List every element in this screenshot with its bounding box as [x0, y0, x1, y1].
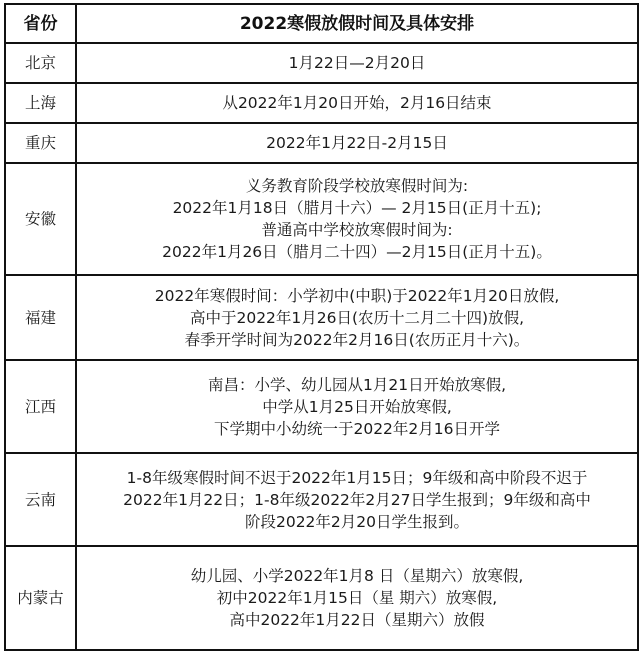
province-cell: 北京 [5, 43, 76, 83]
detail-line: 2022年1月18日（腊月十六）— 2月15日(正月十五); [172, 199, 542, 217]
detail-line: 2022年1月22日；1-8年级2022年2月27日学生报到；9年级和高中 [123, 490, 591, 509]
province-cell: 重庆 [5, 123, 76, 163]
table-row-inner-mongolia [5, 546, 638, 650]
province-cell: 内蒙古 [5, 546, 76, 650]
detail-line: 义务教育阶段学校放寒假时间为: [245, 177, 469, 195]
detail-cell [76, 43, 638, 83]
province-cell: 云南 [5, 453, 76, 546]
detail-line: 1月22日—2月20日 [288, 54, 426, 72]
table-row-jiangxi [5, 360, 638, 453]
detail-line: 2022年1月22日-2月15日 [266, 134, 448, 152]
detail-line: 初中2022年1月15日（星 期六）放寒假, [216, 589, 498, 607]
table-row-chongqing [5, 123, 638, 163]
detail-cell [76, 83, 638, 123]
table-row-shanghai [5, 83, 638, 123]
detail-line: 从2022年1月20日开始，2月16日结束 [222, 94, 492, 112]
header-province: 省份 [5, 4, 76, 43]
table-row-beijing [5, 43, 638, 83]
detail-line: 南昌：小学、幼儿园从1月21日开始放寒假, [207, 375, 506, 394]
detail-line: 下学期中小幼统一于2022年2月16日开学 [213, 419, 501, 438]
winter-vacation-table [4, 3, 639, 651]
detail-line: 高中2022年1月22日（星期六）放假 [229, 611, 485, 629]
detail-line: 2022年寒假时间：小学初中(中职)于2022年1月20日放假, [154, 286, 560, 305]
province-cell: 安徽 [5, 163, 76, 275]
table-row-yunnan [5, 453, 638, 546]
detail-cell [76, 360, 638, 453]
table-header-row [5, 4, 638, 43]
detail-line: 幼儿园、小学2022年1月8 日（星期六）放寒假, [190, 567, 524, 585]
detail-line: 中学从1月25日开始放寒假, [262, 397, 452, 416]
table-row-fujian [5, 275, 638, 360]
province-cell: 福建 [5, 275, 76, 360]
detail-cell [76, 546, 638, 650]
detail-line: 1-8年级寒假时间不迟于2022年1月15日；9年级和高中阶段不迟于 [126, 468, 588, 487]
header-detail: 2022寒假放假时间及具体安排 [76, 4, 638, 43]
detail-line: 高中于2022年1月26日(农历十二月二十四)放假, [189, 308, 525, 327]
detail-line: 春季开学时间为2022年2月16日(农历正月十六)。 [184, 330, 530, 349]
table-row-anhui [5, 163, 638, 275]
province-cell: 江西 [5, 360, 76, 453]
detail-cell [76, 453, 638, 546]
detail-line: 阶段2022年2月20日学生报到。 [244, 512, 470, 531]
detail-cell [76, 163, 638, 275]
detail-line: 普通高中学校放寒假时间为: [261, 221, 453, 239]
detail-cell [76, 275, 638, 360]
detail-line: 2022年1月26日（腊月二十四）—2月15日(正月十五)。 [162, 243, 552, 261]
province-cell: 上海 [5, 83, 76, 123]
detail-cell [76, 123, 638, 163]
